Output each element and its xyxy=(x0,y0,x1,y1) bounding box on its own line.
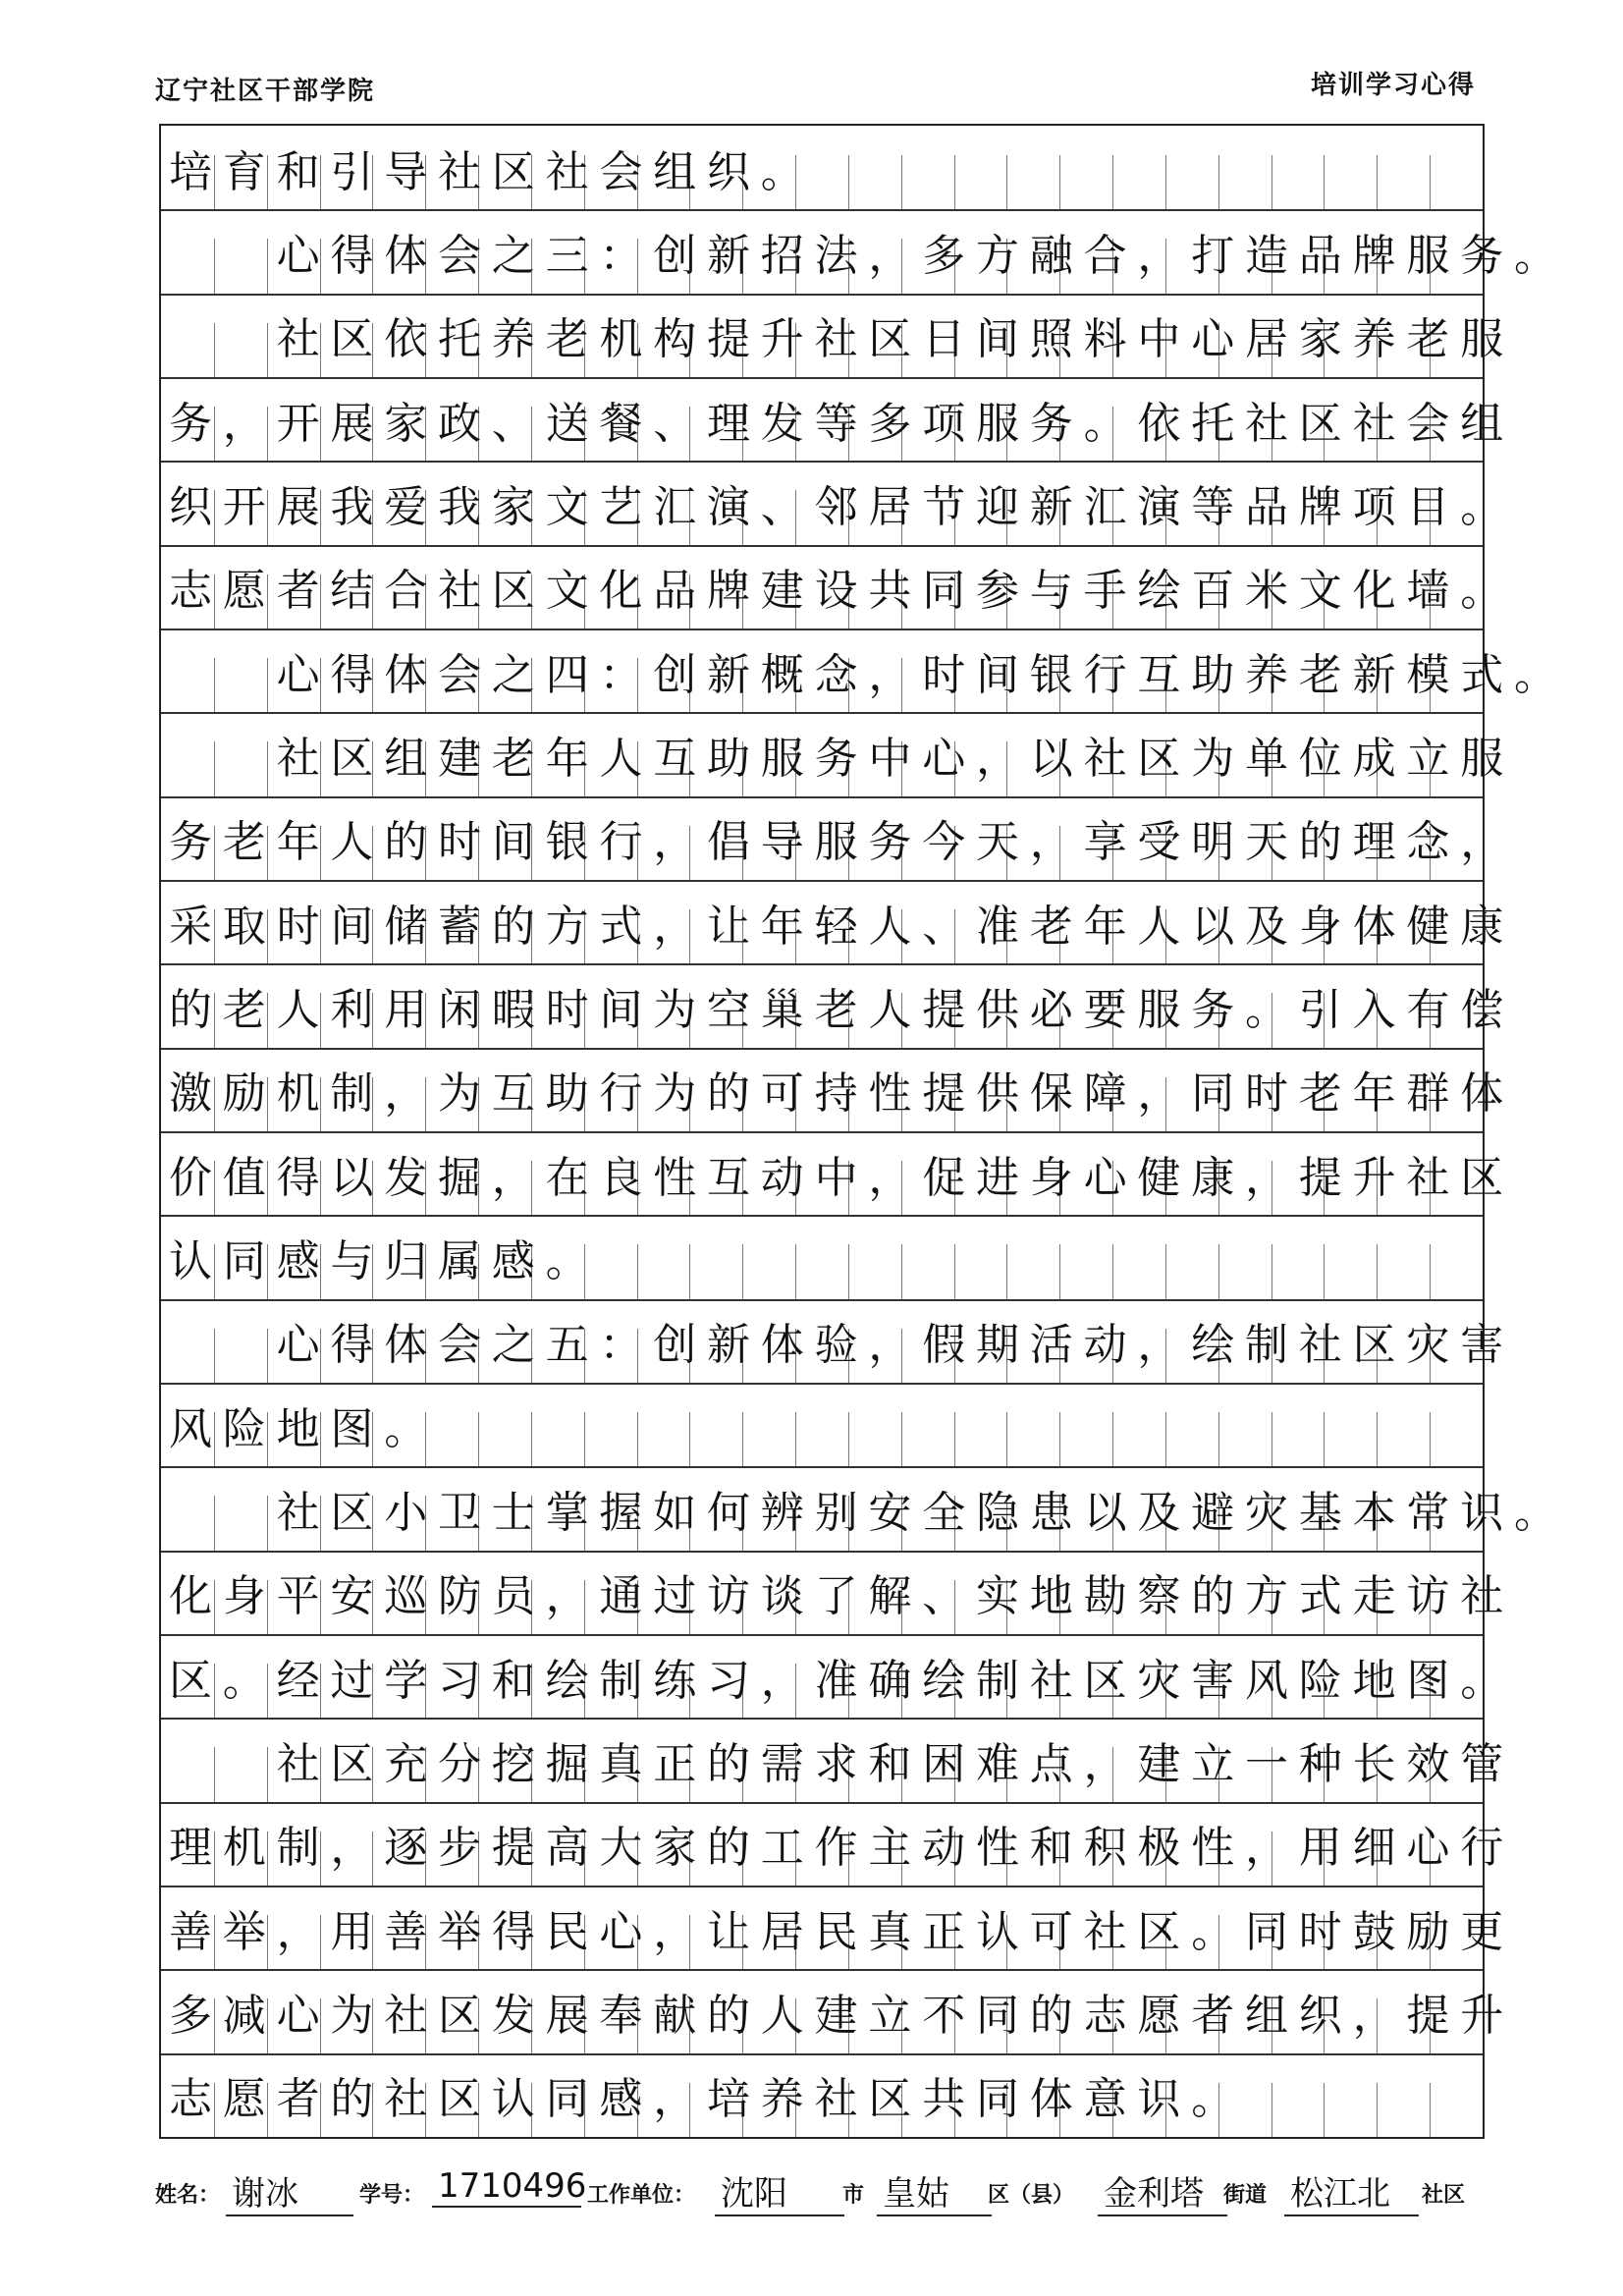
text-line: 社区依托养老机构提升社区日间照料中心居家养老服 xyxy=(169,314,1514,365)
community-suffix: 社区 xyxy=(1422,2182,1466,2208)
street-value: 金利塔 xyxy=(1098,2166,1227,2216)
district-value: 皇姑 xyxy=(877,2166,992,2216)
name-value: 谢冰 xyxy=(226,2166,353,2216)
student-id-label: 学号： xyxy=(359,2182,425,2208)
text-line: 社区组建老年人互助服务中心，以社区为单位成立服 xyxy=(169,733,1514,784)
document-type: 培训学习心得 xyxy=(1310,71,1476,100)
text-line: 价值得以发掘，在良性互动中，促进身心健康，提升社区 xyxy=(169,1152,1514,1203)
text-line: 志愿者结合社区文化品牌建设共同参与手绘百米文化墙。 xyxy=(169,566,1514,617)
city-value: 沈阳 xyxy=(715,2166,844,2216)
text-line: 的老人利用闲暇时间为空巢老人提供必要服务。引入有偿 xyxy=(169,984,1514,1035)
student-info-footer xyxy=(155,2166,1490,2215)
text-line: 化身平安巡防员，通过访谈了解、实地勘察的方式走访社 xyxy=(169,1571,1514,1622)
text-line: 心得体会之四：创新概念，时间银行互助养老新模式。 xyxy=(169,649,1568,700)
text-line: 培育和引导社区社会组织。 xyxy=(169,146,815,197)
text-line: 认同感与归属感。 xyxy=(169,1235,600,1286)
text-line: 理机制，逐步提高大家的工作主动性和积极性，用细心行 xyxy=(169,1823,1514,1874)
district-suffix: 区（县） xyxy=(988,2182,1075,2208)
writing-grid xyxy=(159,124,1568,2139)
text-line: 心得体会之三：创新招法，多方融合，打造品牌服务。 xyxy=(169,230,1568,281)
text-line: 风险地图。 xyxy=(169,1403,438,1454)
work-unit-label: 工作单位： xyxy=(587,2182,696,2208)
institution-name: 辽宁社区干部学院 xyxy=(155,77,376,106)
text-line: 采取时间储蓄的方式，让年轻人、准老年人以及身体健康 xyxy=(169,901,1514,952)
text-line: 区。经过学习和绘制练习，准确绘制社区灾害风险地图。 xyxy=(169,1655,1514,1706)
text-line: 社区充分挖掘真正的需求和困难点，建立一种长效管 xyxy=(169,1738,1514,1789)
name-label: 姓名： xyxy=(155,2182,221,2208)
text-line: 务，开展家政、送餐、理发等多项服务。依托社区社会组 xyxy=(169,398,1514,449)
street-suffix: 街道 xyxy=(1223,2182,1268,2208)
student-id-value: 1710496 xyxy=(432,2166,581,2208)
text-line: 社区小卫士掌握如何辨别安全隐患以及避灾基本常识。 xyxy=(169,1487,1568,1538)
text-line: 心得体会之五：创新体验，假期活动，绘制社区灾害 xyxy=(169,1320,1514,1371)
text-line: 善举，用善举得民心，让居民真正认可社区。同时鼓励更 xyxy=(169,1906,1514,1957)
community-value: 松江北 xyxy=(1284,2166,1419,2216)
city-suffix: 市 xyxy=(842,2182,865,2208)
text-line: 织开展我爱我家文艺汇演、邻居节迎新汇演等品牌项目。 xyxy=(169,481,1514,532)
text-line: 激励机制，为互助行为的可持性提供保障，同时老年群体 xyxy=(169,1068,1514,1120)
text-line: 多减心为社区发展奉献的人建立不同的志愿者组织，提升 xyxy=(169,1990,1514,2041)
text-line: 务老年人的时间银行，倡导服务今天，享受明天的理念， xyxy=(169,817,1514,868)
text-line: 志愿者的社区认同感，培养社区共同体意识。 xyxy=(169,2074,1245,2125)
